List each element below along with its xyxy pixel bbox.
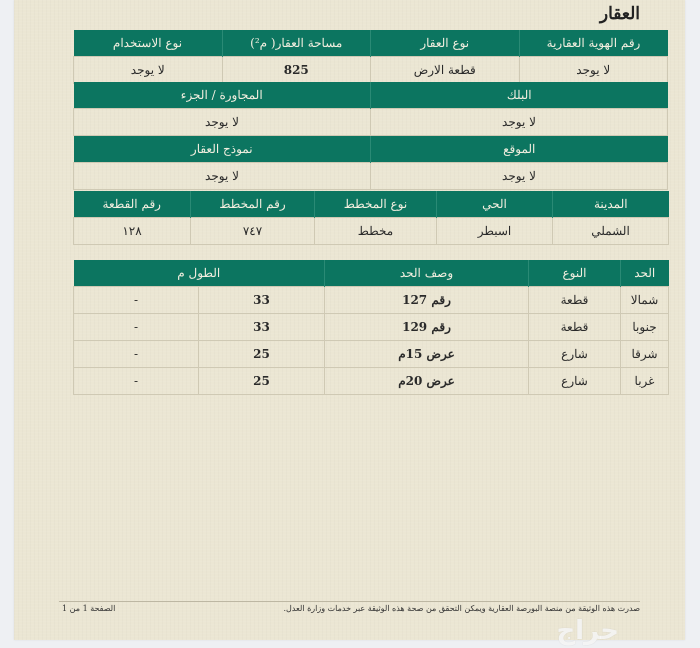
cell-type: قطعة (529, 287, 621, 314)
table-header-row (74, 260, 669, 287)
cell-extra: - (74, 314, 199, 341)
header-description: وصف الحد (325, 260, 529, 287)
cell-length: 25 (199, 341, 325, 368)
header-property-model: نموذج العقار (74, 136, 371, 163)
block-table (73, 82, 668, 190)
cell-description: رقم 129 (325, 314, 529, 341)
header-usage-type: نوع الاستخدام (74, 30, 223, 57)
cell-city: الشملي (553, 218, 669, 245)
cell-property-type: قطعة الارض (371, 57, 520, 84)
header-block: البلك (371, 82, 668, 109)
cell-district: اسبطر (437, 218, 553, 245)
location-table (73, 191, 669, 245)
cell-type: قطعة (529, 314, 621, 341)
watermark-logo: حراج (556, 616, 619, 646)
cell-extra: - (74, 341, 199, 368)
cell-type: شارع (529, 368, 621, 395)
table-row (74, 287, 669, 314)
table-row (74, 109, 668, 136)
document-page (14, 0, 685, 646)
cell-length: 25 (199, 368, 325, 395)
property-table (73, 30, 668, 84)
cell-property-id: لا يوجد (519, 57, 668, 84)
page-number: الصفحة 1 من 1 (62, 604, 116, 613)
section-title: العقار (599, 4, 640, 24)
table-row (74, 341, 669, 368)
table-header-row (74, 82, 668, 109)
cell-plan-number: ٧٤٧ (191, 218, 315, 245)
cell-description: رقم 127 (325, 287, 529, 314)
cell-length: 33 (199, 287, 325, 314)
table-row (74, 314, 669, 341)
cell-type: شارع (529, 341, 621, 368)
cell-block: لا يوجد (371, 109, 668, 136)
cell-plot-number: ١٢٨ (74, 218, 191, 245)
header-district: الحي (437, 191, 553, 218)
cell-description: عرض 15م (325, 341, 529, 368)
cell-location: لا يوجد (371, 163, 668, 190)
table-header-row (74, 136, 668, 163)
header-property-area: مساحة العقار( م²) (222, 30, 371, 57)
table-row (74, 163, 668, 190)
table-header-row (74, 30, 668, 57)
table-row (74, 218, 669, 245)
table-row (74, 368, 669, 395)
cell-property-model: لا يوجد (74, 163, 371, 190)
header-plan-number: رقم المخطط (191, 191, 315, 218)
cell-extra: - (74, 287, 199, 314)
cell-extra: - (74, 368, 199, 395)
header-length: الطول م (74, 260, 325, 287)
cell-neighborhood-part: لا يوجد (74, 109, 371, 136)
table-header-row (74, 191, 669, 218)
header-city: المدينة (553, 191, 669, 218)
header-property-id: رقم الهوية العقارية (519, 30, 668, 57)
cell-description: عرض 20م (325, 368, 529, 395)
boundaries-table (73, 260, 669, 395)
cell-direction: جنوبا (621, 314, 669, 341)
footer-divider (59, 601, 640, 602)
cell-length: 33 (199, 314, 325, 341)
header-boundary: الحد (621, 260, 669, 287)
cell-direction: شرقا (621, 341, 669, 368)
table-row (74, 57, 668, 84)
cell-plan-type: مخطط (315, 218, 437, 245)
header-plot-number: رقم القطعة (74, 191, 191, 218)
header-plan-type: نوع المخطط (315, 191, 437, 218)
cell-direction: غربا (621, 368, 669, 395)
header-neighborhood-part: المجاورة / الجزء (74, 82, 371, 109)
footer-note: صدرت هذه الوثيقة من منصة البورصة العقارية ويمكن التحقق من صحة هذه الوثيقة عبر خدمات وزارة العدل. (283, 604, 640, 613)
header-location: الموقع (371, 136, 668, 163)
header-property-type: نوع العقار (371, 30, 520, 57)
header-type: النوع (529, 260, 621, 287)
cell-usage-type: لا يوجد (74, 57, 223, 84)
cell-direction: شمالا (621, 287, 669, 314)
cell-property-area: 825 (222, 57, 371, 84)
